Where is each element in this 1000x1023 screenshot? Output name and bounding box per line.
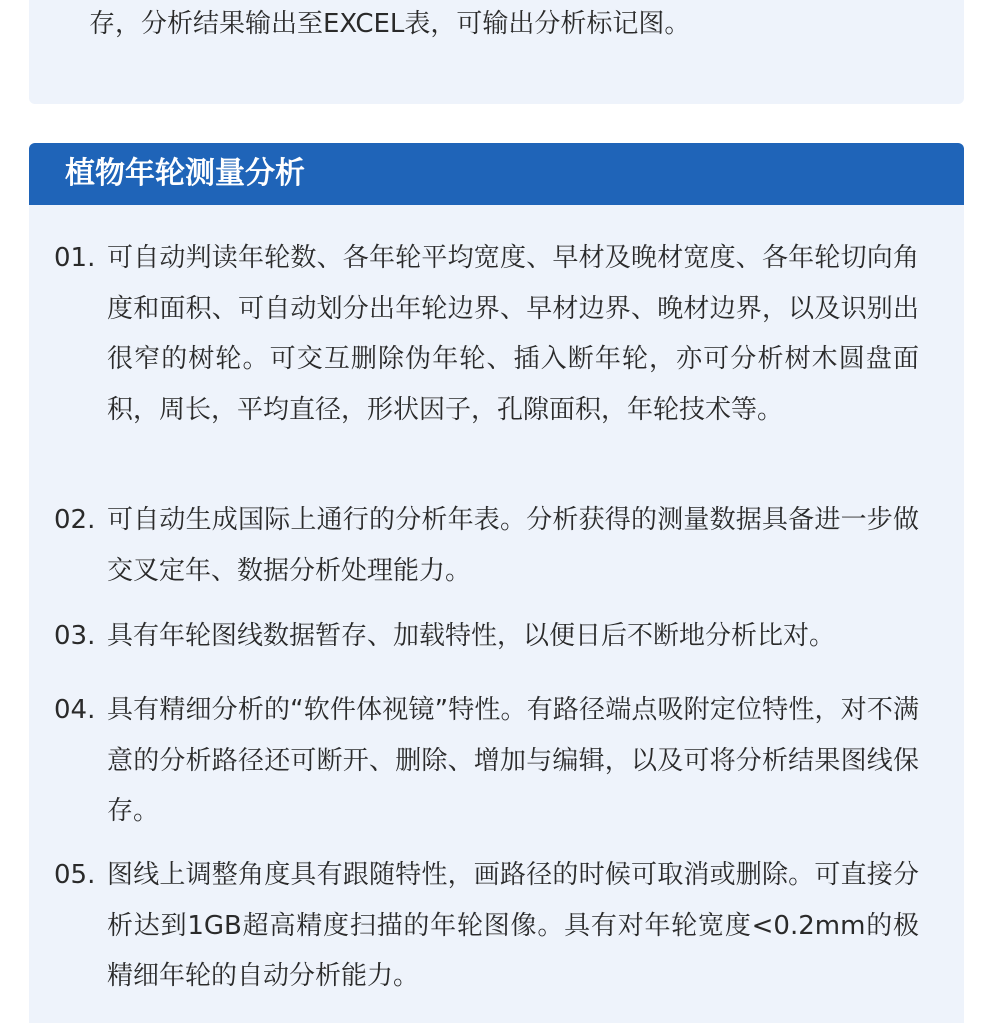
- item-text: 具有精细分析的“软件体视镜”特性。有路径端点吸附定位特性，对不满意的分析路径还可断开、删除、增加与编辑，以及可将分析结果图线保存。: [107, 695, 919, 826]
- item-number: 03.: [54, 621, 96, 651]
- tree-ring-analysis-section: [29, 143, 964, 1023]
- item-text: 可自动判读年轮数、各年轮平均宽度、早材及晚材宽度、各年轮切向角度和面积、可自动划分出年轮边界、早材边界、晚材边界，以及识别出很窄的树轮。可交互删除伪年轮、插入断年轮，亦可分析树木圆盘面积，周长，平均直径，形状因子，孔隙面积，年轮技术等。: [107, 243, 919, 425]
- item-number: 01.: [54, 243, 96, 273]
- section-header: [29, 143, 964, 205]
- item-number: 04.: [54, 695, 96, 725]
- item-text: 图线上调整角度具有跟随特性，画路径的时候可取消或删除。可直接分析达到1GB超高精度扫描的年轮图像。具有对年轮宽度<0.2mm的极精细年轮的自动分析能力。: [107, 860, 919, 991]
- section-title: 植物年轮测量分析: [65, 156, 305, 191]
- item-number: 02.: [54, 505, 96, 535]
- item-text: 具有年轮图线数据暂存、加载特性，以便日后不断地分析比对。: [107, 621, 836, 651]
- previous-section-card: [29, 0, 964, 104]
- item-text: 可自动生成国际上通行的分析年表。分析获得的测量数据具备进一步做交叉定年、数据分析处理能力。: [107, 505, 919, 586]
- item-number: 05.: [54, 860, 96, 890]
- previous-section-text: 存，分析结果输出至EXCEL表，可输出分析标记图。: [89, 9, 691, 39]
